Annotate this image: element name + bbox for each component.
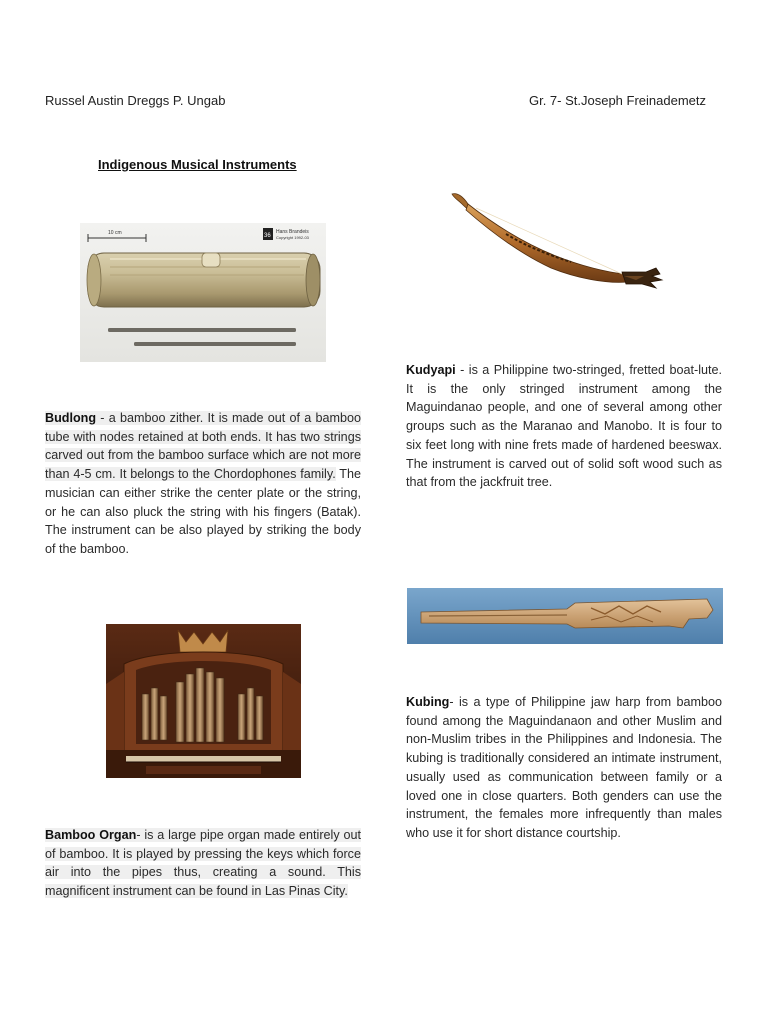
class-section: Gr. 7- St.Joseph Freinademetz — [528, 93, 706, 108]
kubing-image — [407, 588, 723, 644]
kubing-name: Kubing — [406, 695, 450, 709]
budlong-image — [80, 223, 326, 362]
author-name: Russel Austin Dreggs P. Ungab — [45, 93, 226, 108]
credit-badge: 36 — [264, 233, 271, 239]
budlong-text-rest: The musician can either strike the center plate or the string, or he can also pluck the string with his fingers (Batak). The instrument can be also played by striking the body of the bamboo. — [45, 467, 361, 556]
budlong-description — [45, 409, 361, 559]
kudyapi-image — [446, 186, 672, 298]
budlong-name: Budlong — [45, 411, 97, 425]
credit-name: Hans Brandeis — [276, 229, 309, 235]
kubing-description — [406, 693, 722, 843]
kudyapi-name: Kudyapi — [406, 363, 456, 377]
kudyapi-description — [406, 361, 722, 492]
kudyapi-text: - is a Philippine two-stringed, fretted boat-lute. It is the only stringed instrument among the Maguindanao people, and one of several among other groups such as the Maranao and Manobo. It is four to six feet long with nine frets made of hardened beeswax. The instrument is carved out of solid soft wood such as that from the jackfruit tree. — [406, 363, 722, 490]
budlong-text-highlight: - a bamboo zither. It is made out of a bamboo tube with nodes retained at both ends. It has two strings carved out from the bamboo surface which are not more than 4-5 cm. It belongs to the Chordophones family. — [45, 411, 361, 482]
bamboo-organ-description — [45, 826, 361, 901]
bamboo-organ-image — [106, 624, 301, 778]
scale-label: 10 cm — [108, 230, 122, 236]
bamboo-organ-name: Bamboo Organ — [45, 828, 137, 842]
page-title: Indigenous Musical Instruments — [98, 157, 297, 172]
credit-copyright: Copyright 1992-03 — [276, 235, 309, 240]
bamboo-organ-text: - is a large pipe organ made entirely out of bamboo. It is played by pressing the keys which force air into the pipes thus, creating a sound. This magnificent instrument can be found in Las Pinas City. — [45, 828, 361, 899]
kubing-text: - is a type of Philippine jaw harp from bamboo found among the Maguindanaon and other Muslim and non-Muslim tribes in the Philippines and Indonesia. The kubing is traditionally considered an intimate instrument, usually used as communication between family or a loved one in close quarters. Both genders can use the instrument, the females more infrequently than males who use it for short distance courtship. — [406, 695, 722, 840]
